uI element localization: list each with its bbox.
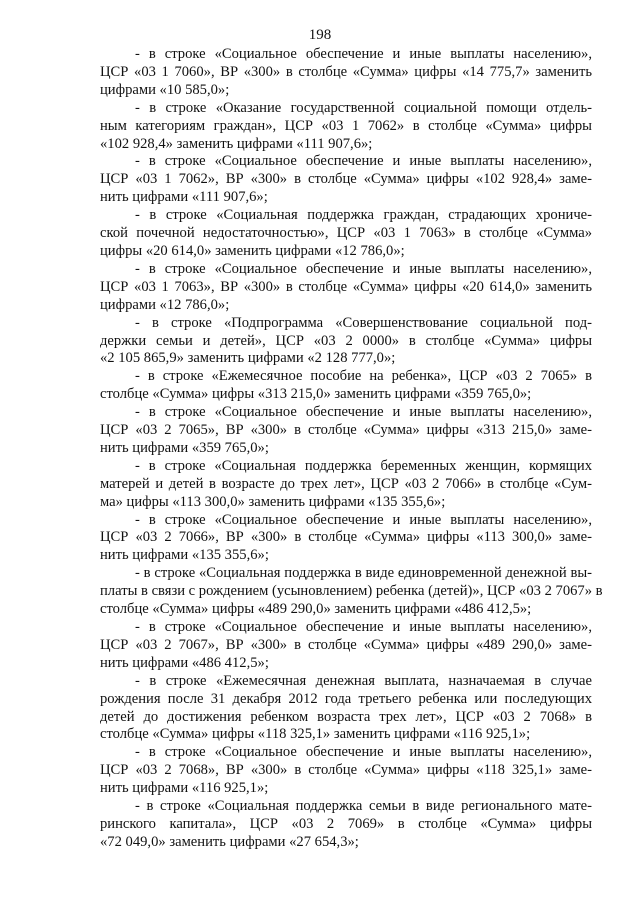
text-line: ным категориям граждан», ЦСР «03 1 7062» в столбце «Сумма» цифры — [100, 117, 592, 134]
text-line: - в строке «Социальное обеспечение и иные выплаты населению», — [135, 153, 592, 170]
text-line: платы в связи с рождением (усыновлением) ребенка (детей)», ЦСР «03 2 7067» в — [100, 583, 603, 600]
text-line: - в строке «Социальное обеспечение и иные выплаты населению», — [135, 744, 592, 761]
text-line: матерей и детей в возрасте до трех лет», ЦСР «03 2 7066» в столбце «Сум- — [100, 475, 592, 492]
text-line: «102 928,4» заменить цифрами «111 907,6»; — [100, 135, 373, 152]
text-line: ЦСР «03 2 7065», ВР «300» в столбце «Сумма» цифры «313 215,0» заме- — [100, 422, 592, 439]
text-line: нить цифрами «486 412,5»; — [100, 654, 269, 671]
text-line: - в строке «Ежемесячная денежная выплата, назначаемая в случае — [135, 672, 592, 689]
text-line: держки семьи и детей», ЦСР «03 2 0000» в столбце «Сумма» цифры — [100, 332, 592, 349]
text-line: нить цифрами «116 925,1»; — [100, 780, 269, 797]
amendment-paragraph — [100, 458, 592, 512]
amendment-paragraph — [100, 798, 592, 852]
amendment-paragraph — [100, 744, 592, 798]
text-line: - в строке «Социальная поддержка в виде единовременной денежной вы- — [135, 565, 592, 582]
amendment-paragraph — [100, 100, 592, 154]
text-line: нить цифрами «135 355,6»; — [100, 547, 269, 564]
amendment-paragraph — [100, 261, 592, 315]
text-line: - в строке «Социальное обеспечение и иные выплаты населению», — [135, 619, 592, 635]
text-line: столбце «Сумма» цифры «489 290,0» заменить цифрами «486 412,5»; — [100, 601, 532, 618]
text-line: ЦСР «03 2 7067», ВР «300» в столбце «Сумма» цифры «489 290,0» заме- — [100, 636, 592, 653]
text-line: - в строке «Оказание государственной социальной помощи отдель- — [135, 99, 592, 116]
text-line: - в строке «Социальное обеспечение и иные выплаты населению», — [135, 511, 592, 528]
text-line: - в строке «Социальное обеспечение и иные выплаты населению», — [135, 46, 592, 62]
amendment-paragraph — [100, 207, 592, 261]
text-line: нить цифрами «111 907,6»; — [100, 189, 268, 206]
text-line: рождения после 31 декабря 2012 года третьего ребенка или последующих — [100, 690, 592, 707]
amendment-paragraph — [100, 619, 592, 673]
amendment-paragraph — [100, 153, 592, 207]
text-line: «2 105 865,9» заменить цифрами «2 128 777,0»; — [100, 350, 396, 367]
text-line: нить цифрами «359 765,0»; — [100, 439, 269, 456]
text-line: - в строке «Ежемесячное пособие на ребенка», ЦСР «03 2 7065» в — [135, 368, 592, 385]
text-line: ма» цифры «113 300,0» заменить цифрами «135 355,6»; — [100, 493, 446, 510]
text-line: цифры «20 614,0» заменить цифрами «12 786,0»; — [100, 242, 405, 259]
text-line: - в строке «Социальная поддержка семьи в виде регионального мате- — [135, 798, 592, 815]
text-line: детей до достижения ребенком возраста трех лет», ЦСР «03 2 7068» в — [100, 708, 592, 725]
amendment-paragraph — [100, 46, 592, 100]
amendment-paragraph — [100, 368, 592, 404]
amendment-paragraph — [100, 673, 592, 745]
text-line: ЦСР «03 1 7063», ВР «300» в столбце «Сумма» цифры «20 614,0» заменить — [100, 278, 592, 295]
amendment-paragraph — [100, 315, 592, 369]
text-line: «72 049,0» заменить цифрами «27 654,3»; — [100, 833, 359, 850]
text-line: ской почечной недостаточностью», ЦСР «03 1 7063» в столбце «Сумма» — [100, 225, 592, 242]
text-line: - в строке «Социальное обеспечение и иные выплаты населению», — [135, 260, 592, 277]
text-line: - в строке «Подпрограмма «Совершенствование социальной под- — [135, 314, 592, 331]
amendment-paragraph — [100, 512, 592, 566]
amendment-paragraph — [100, 404, 592, 458]
text-line: - в строке «Социальная поддержка граждан, страдающих хрониче- — [135, 207, 592, 224]
document-body — [100, 46, 603, 852]
text-line: столбце «Сумма» цифры «118 325,1» заменить цифрами «116 925,1»; — [100, 726, 531, 743]
text-line: - в строке «Социальная поддержка беременных женщин, кормящих — [135, 457, 592, 474]
text-line: цифрами «12 786,0»; — [100, 296, 230, 313]
text-line: ЦСР «03 2 7066», ВР «300» в столбце «Сумма» цифры «113 300,0» заме- — [100, 529, 592, 546]
amendment-paragraph — [100, 565, 603, 619]
text-line: ринского капитала», ЦСР «03 2 7069» в столбце «Сумма» цифры — [100, 815, 592, 832]
page-number: 198 — [308, 27, 332, 43]
text-line: ЦСР «03 1 7060», ВР «300» в столбце «Сумма» цифры «14 775,7» заменить — [100, 63, 592, 80]
text-line: столбце «Сумма» цифры «313 215,0» заменить цифрами «359 765,0»; — [100, 386, 532, 403]
text-line: - в строке «Социальное обеспечение и иные выплаты населению», — [135, 404, 592, 421]
text-line: ЦСР «03 1 7062», ВР «300» в столбце «Сумма» цифры «102 928,4» заме- — [100, 171, 592, 188]
text-line: ЦСР «03 2 7068», ВР «300» в столбце «Сумма» цифры «118 325,1» заме- — [100, 762, 592, 779]
text-line: цифрами «10 585,0»; — [100, 81, 230, 98]
